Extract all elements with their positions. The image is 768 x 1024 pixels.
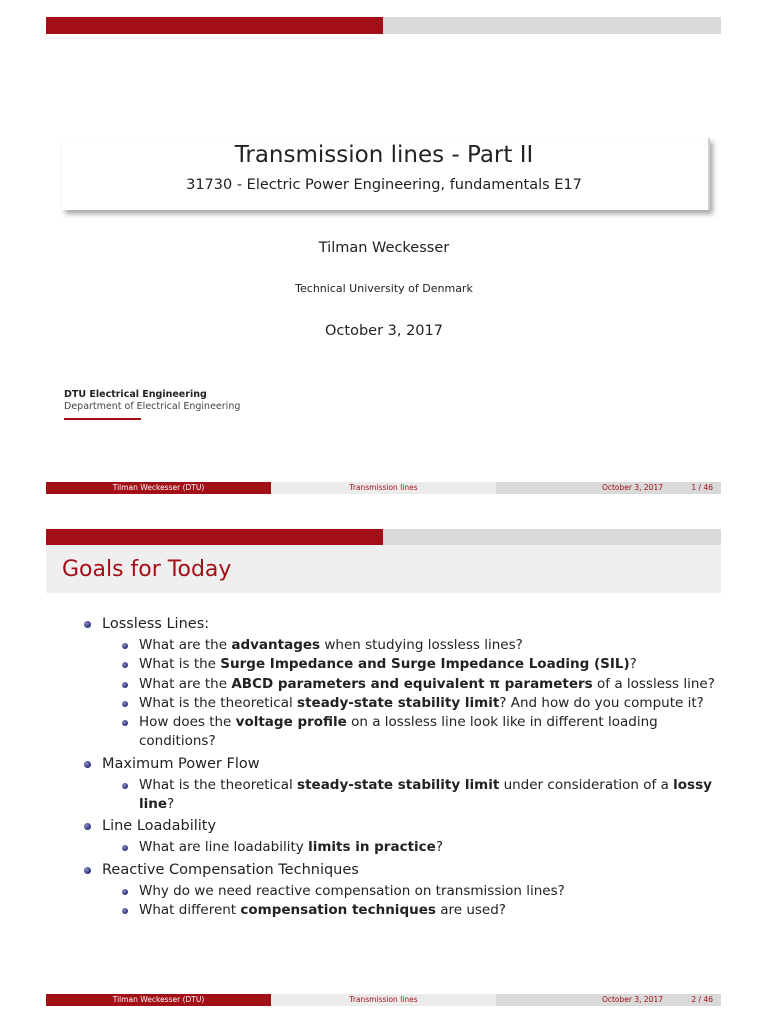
- top-progress-bar: [46, 17, 721, 34]
- subitem-text: on a lossless line look like in different loading conditions?: [139, 714, 658, 750]
- presentation-title: Transmission lines - Part II: [234, 142, 534, 168]
- author-name: Tilman Weckesser: [318, 240, 450, 256]
- institute-name: Technical University of Denmark: [295, 282, 473, 295]
- top-progress-bar: [46, 529, 721, 546]
- sub-bullet-icon: [122, 662, 128, 668]
- bullet-icon: [84, 823, 91, 830]
- subitem-text: What are the: [139, 637, 232, 653]
- goal-subitem: [121, 882, 724, 901]
- emphasis-text: lossy line: [139, 776, 712, 813]
- emphasis-text: steady-state stability limit: [297, 776, 500, 793]
- goal-item: [84, 817, 724, 836]
- goal-subitems: [121, 636, 724, 752]
- goal-subitem: [121, 636, 724, 655]
- footer-title: Transmission lines: [271, 482, 496, 494]
- subitem-text: ?: [435, 839, 443, 856]
- goal-item-label: Maximum Power Flow: [102, 755, 260, 772]
- sub-bullet-icon: [122, 682, 128, 688]
- subitem-text: What are the: [139, 675, 232, 692]
- frame-title: Goals for Today: [62, 557, 232, 582]
- footer-title: Transmission lines: [271, 994, 496, 1006]
- subitem-text: ?: [167, 796, 175, 813]
- goal-subitems: [121, 882, 724, 921]
- subitem-text: What is the theoretical: [139, 776, 298, 793]
- bullet-icon: [84, 621, 91, 628]
- progress-bar-red: [46, 17, 383, 34]
- emphasis-text: steady-state stability limit: [297, 694, 500, 711]
- emphasis-text: ABCD parameters and equivalent π parameters: [231, 675, 593, 692]
- subitem-text: are used?: [435, 901, 506, 918]
- progress-bar-grey: [383, 529, 721, 546]
- emphasis-text: advantages: [231, 637, 321, 653]
- goal-subitems: [121, 776, 724, 815]
- goal-subitem: [121, 675, 724, 694]
- presentation-subtitle: 31730 - Electric Power Engineering, fundamentals E17: [186, 177, 582, 193]
- goal-item: [84, 755, 724, 774]
- footer: [46, 994, 721, 1006]
- goals-slide: [0, 512, 768, 1024]
- subitem-text: Why do we need reactive compensation on transmission lines?: [139, 882, 565, 899]
- subitem-text: of a lossless line?: [592, 675, 715, 692]
- subitem-text: What different: [139, 901, 241, 918]
- subitem-text: ? And how do you compute it?: [499, 694, 704, 711]
- goal-subitem: [121, 694, 724, 713]
- goals-list: [84, 615, 724, 923]
- footer-author: Tilman Weckesser (DTU): [46, 994, 271, 1006]
- subitem-text: What is the theoretical: [139, 694, 298, 711]
- sub-bullet-icon: [122, 643, 128, 649]
- goal-item-label: Lossless Lines:: [102, 616, 210, 632]
- sub-bullet-icon: [122, 701, 128, 707]
- sub-bullet-icon: [122, 783, 128, 789]
- sub-bullet-icon: [122, 889, 128, 895]
- goal-item-label: Reactive Compensation Techniques: [102, 861, 359, 878]
- dtu-logo: [64, 389, 240, 420]
- goal-subitem: [121, 838, 724, 857]
- subitem-text: when studying lossless lines?: [320, 637, 523, 653]
- subitem-text: under consideration of a: [499, 776, 674, 793]
- footer-right: [496, 482, 721, 494]
- bullet-icon: [84, 761, 91, 768]
- footer-right: [496, 994, 721, 1006]
- footer-author: Tilman Weckesser (DTU): [46, 482, 271, 494]
- progress-bar-grey: [383, 17, 721, 34]
- goal-item: [84, 861, 724, 880]
- sub-bullet-icon: [122, 720, 128, 726]
- goal-subitem: [121, 776, 724, 815]
- logo-rule: [64, 418, 141, 420]
- presentation-date: October 3, 2017: [325, 323, 443, 339]
- logo-line-2: Department of Electrical Engineering: [64, 401, 241, 412]
- goal-item: [84, 615, 724, 634]
- goal-subitems: [121, 838, 724, 857]
- logo-line-1: DTU Electrical Engineering: [64, 389, 207, 400]
- bullet-icon: [84, 867, 91, 874]
- subitem-text: How does the: [139, 714, 236, 731]
- subitem-text: What is the: [139, 656, 221, 673]
- footer-date: October 3, 2017: [601, 995, 663, 1004]
- sub-bullet-icon: [122, 908, 128, 914]
- subitem-text: ?: [629, 656, 637, 673]
- footer-page-number: 2 / 46: [691, 995, 713, 1004]
- goal-subitem: [121, 713, 724, 752]
- sub-bullet-icon: [122, 845, 128, 851]
- goal-item-label: Line Loadability: [102, 818, 217, 835]
- progress-bar-red: [46, 529, 383, 546]
- emphasis-text: Surge Impedance and Surge Impedance Loading (SIL): [220, 656, 630, 673]
- emphasis-text: voltage profile: [235, 714, 347, 731]
- goal-subitem: [121, 655, 724, 674]
- footer: [46, 482, 721, 494]
- emphasis-text: compensation techniques: [240, 901, 436, 918]
- emphasis-text: limits in practice: [308, 839, 436, 856]
- goal-subitem: [121, 901, 724, 920]
- subitem-text: What are line loadability: [139, 839, 309, 856]
- footer-date: October 3, 2017: [601, 483, 663, 492]
- footer-page-number: 1 / 46: [691, 483, 713, 492]
